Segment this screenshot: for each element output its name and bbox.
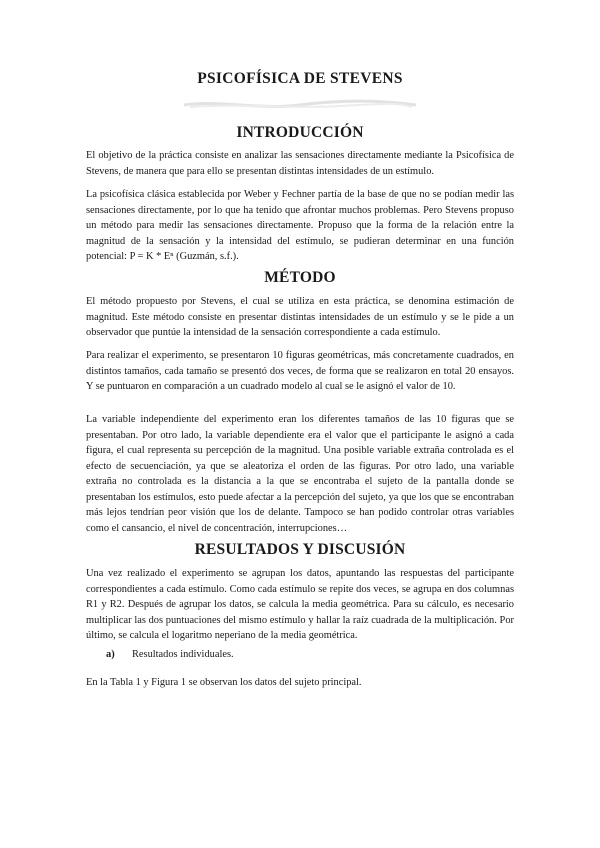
list-marker: a) [106,649,115,660]
intro-paragraph-1: El objetivo de la práctica consiste en analizar las sensaciones directamente mediante la Psicofísica de Stevens, de manera que para ello se presentan distintas intensidades de un estímulo. [86,150,514,177]
list-item-text: Resultados individuales. [132,649,234,660]
heading-metodo: MÉTODO [264,269,336,286]
heading-introduccion: INTRODUCCIÓN [236,124,364,141]
list-item [106,647,234,663]
heading-resultados: RESULTADOS Y DISCUSIÓN [194,541,406,558]
intro-paragraph-2: La psicofísica clásica establecida por Weber y Fechner partía de la base de que no se podían medir las sensaciones directamente, por lo que ha tenido que afrontar muchos problemas. Pero Stevens propuso un método para medir las sensaciones directamente. Propuso que la forma de la relación entre la magnitud de la sensación y la intensidad del estímulo, se pudieran determinar en una función potencial: P = K * Eⁿ (Guzmán, s.f.). [86,189,514,262]
resultados-paragraph-2: En la Tabla 1 y Figura 1 se observan los datos del sujeto principal. [86,677,362,688]
metodo-paragraph-1: El método propuesto por Stevens, el cual se utiliza en esta práctica, se denomina estimación de magnitud. Este método consiste en presentar distintas intensidades de un estímulo y se le pide a un observador que puntúe la intensidad de la sensación correspondiente a cada estímulo. [86,296,514,338]
document-title: PSICOFÍSICA DE STEVENS [197,70,403,87]
metodo-paragraph-2: Para realizar el experimento, se presentaron 10 figuras geométricas, más concretamente cuadrados, en distintos tamaños, cada tamaño se presentó dos veces, de forma que se realizaron en total 20 ensayos. Y se puntuaron en comparación a un cuadrado modelo al cual se le asignó el valor de 10. [86,350,514,392]
decorative-underline-icon [180,98,420,112]
metodo-paragraph-3: La variable independiente del experimento eran los diferentes tamaños de las 10 figuras que se presentaban. Por otro lado, la variable dependiente era el valor que el participante le asignó a cada figura, el cual representa su percepción de la magnitud. Una posible variable extraña controlada es el efecto de secuenciación, ya que se aleatoriza el orden de las figuras. Por otro lado, una variable extraña no controlada es la distancia a la que se encontraba el sujeto de la pantalla donde se presentaban los estímulos, esto puede afectar a la percepción del sujeto, ya que los que se encontraban más lejos tendrían peor visión que los de delante. Tampoco se han podido controlar otras variables como el cansancio, el nivel de concentración, interrupciones… [86,414,514,534]
resultados-paragraph-1: Una vez realizado el experimento se agrupan los datos, apuntando las respuestas del participante correspondientes a cada estímulo. Como cada estímulo se repite dos veces, se agrupa en dos columnas R1 y R2. Después de agrupar los datos, se calcula la media geométrica. Para su cálculo, es necesario multiplicar las dos puntuaciones del mismo estímulo y hallar la raíz cuadrada de la multiplicación. Por último, se calcula el logaritmo neperiano de la media geométrica. [86,568,514,641]
